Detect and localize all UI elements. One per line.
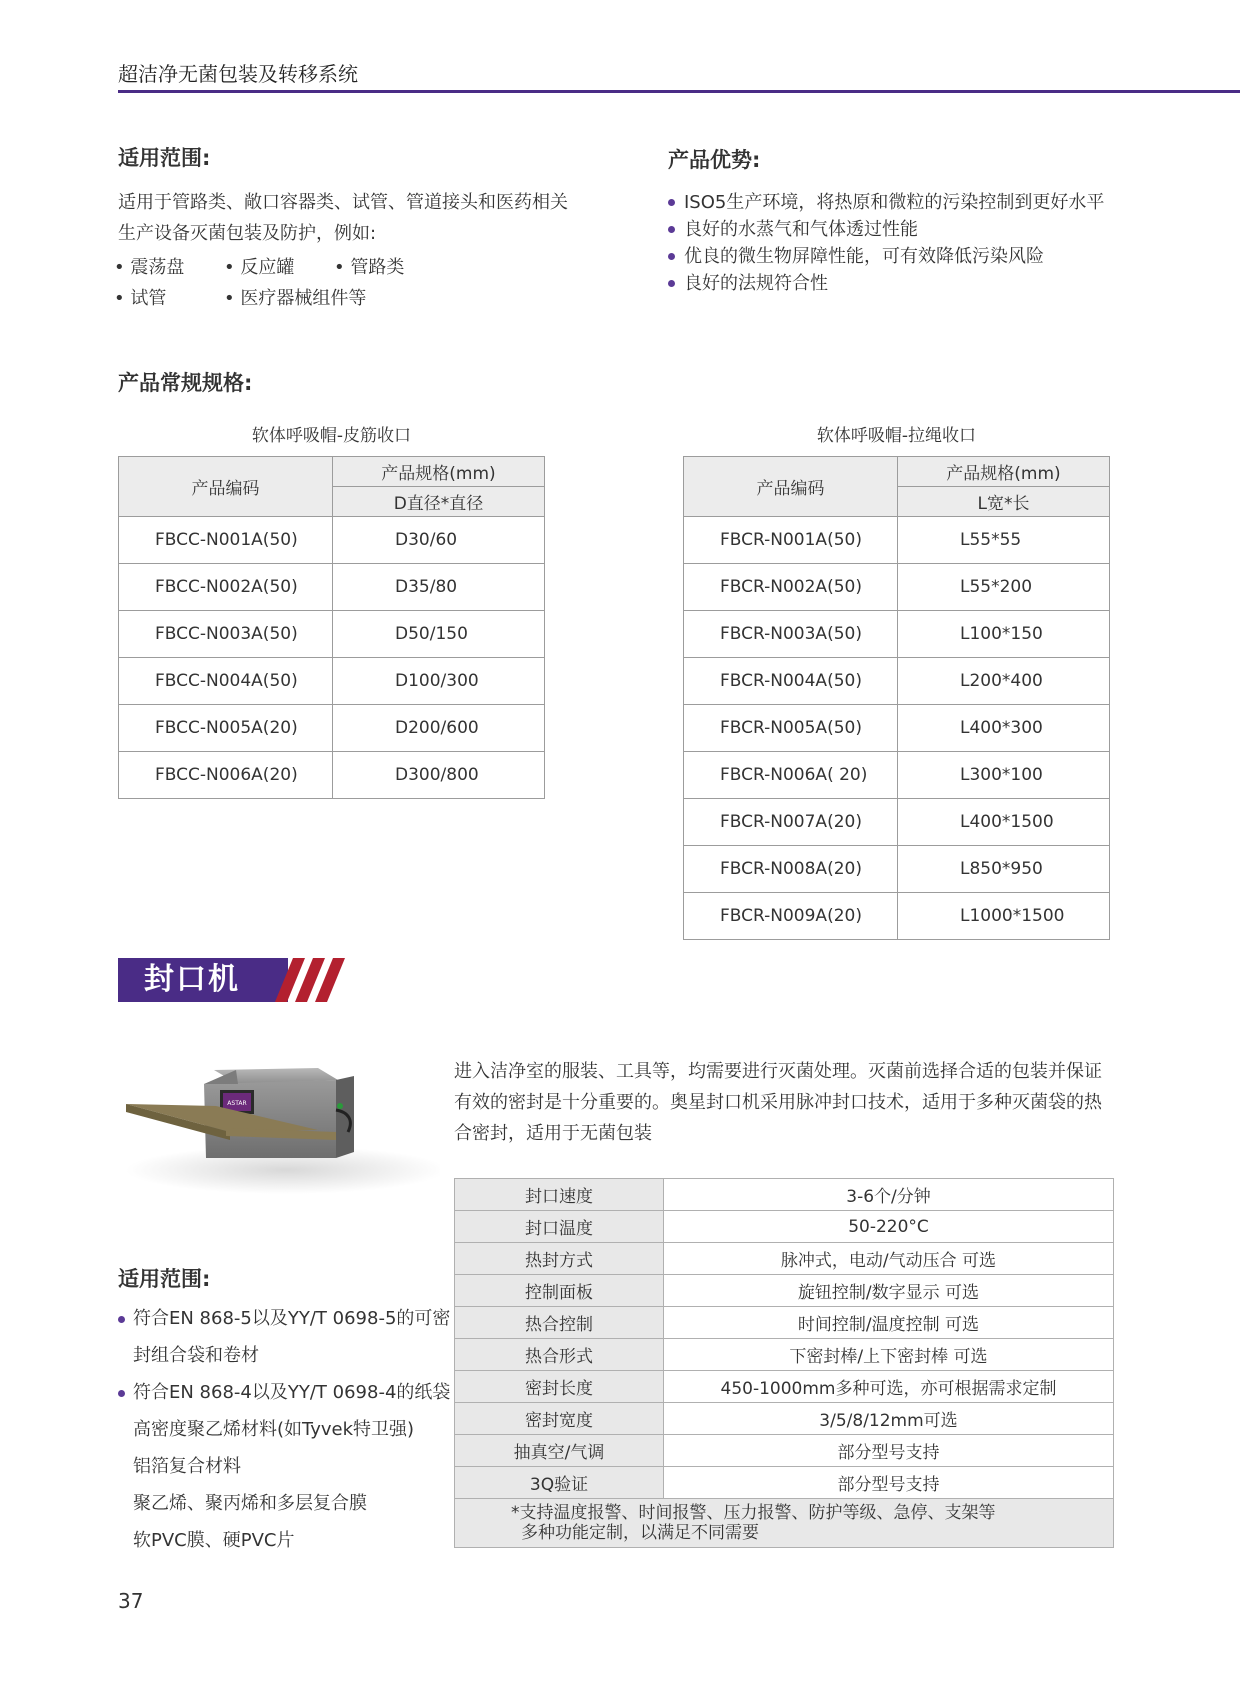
product-code: FBCR-N007A(20) [684, 799, 898, 846]
advantage-item: ISO5生产环境，将热原和微粒的污染控制到更好水平 [668, 189, 1104, 216]
spec-label: 热封方式 [455, 1243, 664, 1275]
product-spec: L400*300 [898, 705, 1110, 752]
product-code: FBCR-N001A(50) [684, 517, 898, 564]
spec-value: 旋钮控制/数字显示 可选 [664, 1275, 1114, 1307]
sealer-spec-table [454, 1178, 1114, 1548]
scope-item: 铝箔复合材料 [133, 1456, 241, 1477]
table-row [684, 705, 1110, 752]
product-spec: L300*100 [898, 752, 1110, 799]
advantage-item: 良好的法规符合性 [668, 270, 1104, 297]
product-code: FBCC-N003A(50) [119, 611, 333, 658]
product-spec: D35/80 [333, 564, 545, 611]
product-code: FBCC-N005A(20) [119, 705, 333, 752]
left-spec-table [118, 456, 545, 799]
table-row [455, 1211, 1114, 1243]
table-row [684, 658, 1110, 705]
example-item: • 试管 [114, 287, 167, 309]
scope-heading: 适用范围: [118, 146, 211, 170]
table-row [684, 893, 1110, 940]
scope-examples [114, 250, 444, 312]
spec-value: 时间控制/温度控制 可选 [664, 1307, 1114, 1339]
spec-label: 密封长度 [455, 1371, 664, 1403]
spec-label: 密封宽度 [455, 1403, 664, 1435]
product-spec: L400*1500 [898, 799, 1110, 846]
product-code: FBCR-N004A(50) [684, 658, 898, 705]
spec-label: 封口温度 [455, 1211, 664, 1243]
product-code: FBCR-N008A(20) [684, 846, 898, 893]
table-row [684, 799, 1110, 846]
sealer-scope-heading: 适用范围: [118, 1267, 211, 1291]
table-row [684, 517, 1110, 564]
note-line: *支持温度报警、时间报警、压力报警、防护等级、急停、支架等 [511, 1503, 996, 1523]
advantage-item: 优良的微生物屏障性能，可有效降低污染风险 [668, 243, 1104, 270]
scope-item: 符合EN 868-5以及YY/T 0698-5的可密 [118, 1300, 450, 1337]
scope-item: 软PVC膜、硬PVC片 [133, 1530, 295, 1551]
table-row [455, 1435, 1114, 1467]
product-spec: L200*400 [898, 658, 1110, 705]
table-row [455, 1371, 1114, 1403]
description-line: 有效的密封是十分重要的。奥星封口机采用脉冲封口技术，适用于多种灭菌袋的热 [454, 1092, 1102, 1113]
scope-intro-line: 生产设备灭菌包装及防护，例如: [118, 223, 377, 244]
product-spec: D300/800 [333, 752, 545, 799]
spec-label: 封口速度 [455, 1179, 664, 1211]
product-spec: L1000*1500 [898, 893, 1110, 940]
spec-value: 3/5/8/12mm可选 [664, 1403, 1114, 1435]
col-header-code: 产品编码 [119, 457, 333, 517]
table-row [119, 752, 545, 799]
product-code: FBCC-N004A(50) [119, 658, 333, 705]
col-header-code: 产品编码 [684, 457, 898, 517]
scope-intro-line: 适用于管路类、敞口容器类、试管、管道接头和医药相关 [118, 192, 568, 213]
sealer-machine-image [86, 1040, 440, 1205]
spec-label: 热合控制 [455, 1307, 664, 1339]
product-code: FBCR-N009A(20) [684, 893, 898, 940]
example-item: • 医疗器械组件等 [224, 287, 367, 309]
scope-item: 高密度聚乙烯材料(如Tyvek特卫强) [133, 1419, 415, 1440]
table-row [455, 1179, 1114, 1211]
header-title: 超洁净无菌包装及转移系统 [118, 62, 358, 86]
table-row [119, 658, 545, 705]
product-spec: D200/600 [333, 705, 545, 752]
table-row [119, 564, 545, 611]
spec-value: 部分型号支持 [664, 1435, 1114, 1467]
table-row [119, 705, 545, 752]
product-code: FBCC-N006A(20) [119, 752, 333, 799]
description-line: 合密封，适用于无菌包装 [454, 1123, 652, 1144]
description-line: 进入洁净室的服装、工具等，均需要进行灭菌处理。灭菌前选择合适的包装并保证 [454, 1061, 1102, 1082]
col-header-spec-sub: L宽*长 [898, 487, 1110, 517]
page-number: 37 [118, 1589, 144, 1613]
screen-label: ASTAR [227, 1100, 247, 1107]
note-line: 多种功能定制，以满足不同需要 [521, 1523, 759, 1543]
product-spec: L850*950 [898, 846, 1110, 893]
table-row [455, 1275, 1114, 1307]
advantages-list [668, 189, 1104, 297]
spec-value: 部分型号支持 [664, 1467, 1114, 1499]
col-header-spec: 产品规格(mm) [333, 457, 545, 487]
example-item: • 震荡盘 [114, 256, 185, 278]
scope-intro [118, 187, 568, 249]
product-spec: L55*55 [898, 517, 1110, 564]
product-code: FBCC-N001A(50) [119, 517, 333, 564]
product-code: FBCR-N003A(50) [684, 611, 898, 658]
table-row [455, 1243, 1114, 1275]
col-header-spec: 产品规格(mm) [898, 457, 1110, 487]
product-code: FBCR-N005A(50) [684, 705, 898, 752]
example-item: • 管路类 [334, 256, 405, 278]
table-note-row [455, 1499, 1114, 1548]
left-table-caption: 软体呼吸帽-皮筋收口 [251, 426, 412, 446]
table-row [455, 1467, 1114, 1499]
col-header-spec-sub: D直径*直径 [333, 487, 545, 517]
spec-label: 热合形式 [455, 1339, 664, 1371]
table-row [455, 1339, 1114, 1371]
spec-label: 抽真空/气调 [455, 1435, 664, 1467]
scope-item: 符合EN 868-4以及YY/T 0698-4的纸袋 [118, 1374, 450, 1411]
spec-value: 50-220°C [664, 1211, 1114, 1243]
product-spec: D100/300 [333, 658, 545, 705]
table-row [684, 846, 1110, 893]
table-row [684, 564, 1110, 611]
spec-note [455, 1499, 1114, 1548]
table-row [684, 752, 1110, 799]
spec-value: 450-1000mm多种可选，亦可根据需求定制 [664, 1371, 1114, 1403]
product-spec: L55*200 [898, 564, 1110, 611]
spec-label: 3Q验证 [455, 1467, 664, 1499]
spec-value: 脉冲式，电动/气动压合 可选 [664, 1243, 1114, 1275]
product-code: FBCC-N002A(50) [119, 564, 333, 611]
product-spec: D30/60 [333, 517, 545, 564]
table-row [119, 611, 545, 658]
table-row [455, 1307, 1114, 1339]
product-code: FBCR-N006A( 20) [684, 752, 898, 799]
sealer-scope-list [118, 1300, 450, 1559]
scope-item: 封组合袋和卷材 [133, 1345, 259, 1366]
sealer-section-banner: 封口机 [118, 958, 288, 1002]
product-spec: D50/150 [333, 611, 545, 658]
table-row [684, 611, 1110, 658]
right-spec-table [683, 456, 1110, 940]
specs-heading: 产品常规规格: [118, 371, 253, 395]
spec-value: 3-6个/分钟 [664, 1179, 1114, 1211]
product-code: FBCR-N002A(50) [684, 564, 898, 611]
spec-value: 下密封棒/上下密封棒 可选 [664, 1339, 1114, 1371]
banner-stripes-decoration [275, 958, 355, 1002]
example-item: • 反应罐 [224, 256, 295, 278]
sealer-description [454, 1056, 1102, 1149]
table-row [119, 517, 545, 564]
spec-label: 控制面板 [455, 1275, 664, 1307]
advantages-heading: 产品优势: [668, 148, 761, 172]
product-spec: L100*150 [898, 611, 1110, 658]
header-divider [118, 90, 1240, 93]
scope-item: 聚乙烯、聚丙烯和多层复合膜 [133, 1493, 367, 1514]
table-row [455, 1403, 1114, 1435]
right-table-caption: 软体呼吸帽-拉绳收口 [816, 426, 977, 446]
advantage-item: 良好的水蒸气和气体透过性能 [668, 216, 1104, 243]
